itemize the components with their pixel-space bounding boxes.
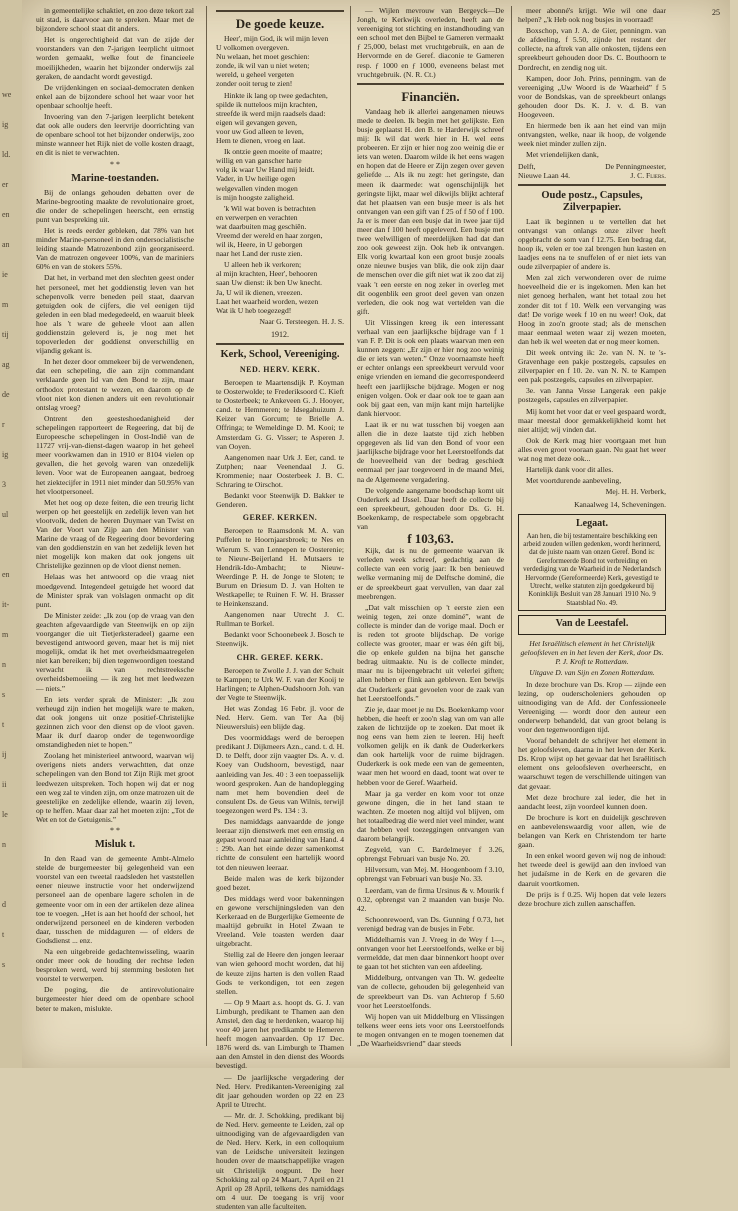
paragraph: In een enkel woord geven wij nog de inhoud: het tweede deel is gewijd aan den invloed van het judaïsme in de Kerk en de gevaren die daaruit voortkomen. [518, 851, 666, 888]
gutter-fragment: ld. [2, 150, 11, 159]
paragraph: Aangenomen naar Urk J. Eer, cand. te Zutphen; naar Veenendaal J. G. Krommenie; naar Oosterbeek J. B. C. Schraring te Oirschot. [216, 452, 344, 490]
legaat-text: Aan hen, die bij testamentaire beschikking een arbeid zouden willen gedenken, wordt herinnerd, dat de juiste naam van onzen Geref. Bond is: Gereformeerde Bond tot verbreiding en verdediging van de Waarheid in de Nederlandsch Hervormde (Gereformeerde) Kerk, gevestigd te Utrecht, welke statuten zijn goedgekeurd bij Koninklijk Besluit van 28 Januari 1910 No. 9 Staatsblad No. 49. [523, 531, 661, 607]
paragraph: Ontrent den geesteshoedanigheid der schepelingen rapporteert de Regeering, dat bij de Europeesche schepelingen in Oost-Indië van de 11727 vrij-van-dienst-dagen waarop in het geheel meer voorkwamen dan in 1910 er 8104 vielen op gevallen, die het gevolg waren van onzedelijk leven. Voor wat de Europeanen aangaat, bedroeg het ziektecijfer in 1911 niet minder dan 50.95% van het vlootpersoneel. [36, 413, 194, 496]
gutter-fragment: ie [2, 270, 8, 279]
paragraph: Leerdam, van de firma Ursinus & v. Mourik f 0.32, opbrengst van 2 maanden van busje No. 42. [357, 885, 504, 913]
gutter-fragment: 3 [2, 480, 6, 489]
subheading-ned-herv: NED. HERV. KERK. [239, 365, 321, 374]
divider [216, 343, 344, 345]
page-corner-mark: 25 [712, 8, 720, 17]
book-title: Het Israëlitisch element in het Christelijk geloofsleven en in het leven der Kerk, door Ds. P. J. Kroft te Rotterdam. [520, 639, 664, 667]
gutter-fragment: m [2, 300, 9, 309]
gutter-fragment: ij [2, 750, 7, 759]
paragraph: Bij de onlangs gehouden debatten over de Marine-begrooting maakte de revolutionaire groet, die onder de schepelingen heerscht, een ernstig punt van bespreking uit. [36, 187, 194, 224]
paragraph: in gemeentelijke schaktiet, en zoo deze tekort zal uit stad, is daarvoor aan te spreken. Maar met de bijzondere school staat dit anders. [36, 6, 194, 34]
paragraph: De volgende aangename boodschap komt uit Ouderkerk ad IJssel. Daar heeft de collecte bij een spreekbeurt, gehouden door Ds. G. H. Boekenkamp, de respectabele som opgebracht van [357, 485, 504, 531]
paragraph: Zie je, daar moet je nu Ds. Boekenkamp voor hebben, die heeft er zoo'n slag van om van alle zaken de lichtzijde op te zoeken. Dat moet ik nog eens van hem zien te leeren. Hij heeft volkomen gelijk en ik dank de Ouderkerkers dan ook hartelijk voor de ruime bijdragen. Ouderkerk is ook mede een van de gemeenten, waar men het woord en daad, toont wat over te hebben voor de Geref. Waarheid. [357, 704, 504, 787]
paragraph: Na een uitgebreide gedachtenwisseling, waarin onder meer ook de houding der rechtse leden besproken werd, werd bij stemming besloten het voorstel te verwerpen. [36, 947, 194, 984]
poem-year: 1912. [271, 329, 289, 339]
paragraph: Schoonrewoerd, van Ds. Gunning f 0.73, het verenigd bedrag van de busjes in Febr. [357, 914, 504, 933]
paragraph: Boxschop, van J. A. de Gier, penningm. van de afdeeling, f 5.50, zijnde het restant der collecte, na aftrek van alle onkosten, tijdens een spreekbeurt gehouden door Ds. C. Bouthoorn te Dordrecht, en zendig nog uit. [518, 26, 666, 72]
left-page-gutter [0, 0, 22, 1068]
gutter-fragment: r [2, 420, 5, 429]
paragraph: Aangenomen naar Utrecht J. C. Rullman te Borkel. [216, 610, 344, 629]
paragraph: — Wijlen mevrouw van Bergeyck—De Jongh, te Kerkwijk overleden, heeft aan de vereeniging tot stichting en instandhouding van een school met den Bijbel te Gameren vermaakt ƒ 25,000, belast met vruchtgebruik, en aan de Hervormde en de Geref. diaconie te Gameren resp. ƒ 1000 en ƒ 1000, eveneens belast met vruchtgebruik. (N. R. Ct.) [357, 6, 504, 79]
gutter-fragment: tij [2, 330, 9, 339]
paragraph: De vrijdenkingen en sociaal-democraten denken enkel aan de bijzondere school het waar voor het openbaar schooltje heeft. [36, 82, 194, 110]
subheading-geref: GEREF. KERKEN. [242, 513, 318, 523]
gutter-fragment: s [2, 690, 6, 699]
sign-role: De Penningmeester, [605, 161, 666, 171]
heading-marine: Marine-toestanden. [71, 172, 159, 184]
gutter-fragment: ag [2, 360, 10, 369]
gutter-fragment: en [2, 210, 10, 219]
gutter-fragment: en [2, 570, 10, 579]
paragraph: Kampen, door Joh. Prins, penningm. van de vereeniging „Uw Woord is de Waarheid” f 5 voor de Bondskas, van de spreekbeurt onlangs gehouden door Ds. K. J. v. d. B. van Hoogeveen. [518, 73, 666, 120]
signature-address: Kanaalweg 14, Scheveningen. [574, 500, 666, 510]
leestafel-box [518, 615, 666, 635]
paragraph: Zegveld, van C. Bardelmeyer f 3.26, opbrengst Februari van busje No. 20. [357, 845, 504, 864]
paragraph: Het is reeds eerder gebleken, dat 78% van het minder Marine-personeel in den ondersocialistische leiding staande Matrozenbond zijn georganiseerd. Van de matrozen ongeveer 100%, van de mariniers 60% en van de stokers 55%. [36, 225, 194, 272]
gutter-fragment: n [2, 840, 6, 849]
paragraph: Helaas was het antwoord op die vraag niet moedgevend. Integendeel getuigde het woord dat de Minister sprak van volslagen onmacht op dit punt. [36, 572, 194, 609]
paragraph: Laat ik beginnen u te vertellen dat het ontvangst van onlangs onze zilver heeft opgebracht de som van f 12.75. Een bedrag dat, hoop ik, velen er toe zal brengen hun kasten en laadjes eens na te snuffelen of er niet iets van oude zilverpapier of andere is. [518, 216, 666, 272]
paragraph: In den Raad van de gemeente Ambt-Almelo stelde de burgemeester bij gelegenheid van een voorstel van een tweetal raadsleden het vaststellen eener nieuwe instructie voor het onderwijzend personeel aan de openbare lagere scholen in de gemeente voor om in een der artikelen deze alinea toe te voegen. „Het is aan het hoofd der school, het onderwijzend personeel en de kinderen verboden daar, tusschen de middaguren — of elders de Godsdienst ... enz. [36, 854, 194, 945]
paragraph: Kijk, dat is nu de gemeente waarvan ik verleden week schreef, gedachtig aan de collecte van een vorig jaar: Ik ben benieuwd welke vermaning mij de Delftsche dominé, die er de spreekbeurt gaat vervullen, van daar zal meebrengen. [357, 546, 504, 601]
paragraph: Des namiddags aanvaardde de jonge leeraar zijn dienstwerk met een ernstig en gepast woord naar aanleiding van Hand. 4 : 29b. Aan het einde dezer samenkomst richtte de consulent een hartelijk woord tot den nieuwen leeraar. [216, 817, 344, 872]
poem-stanza: Hinkte ik lang op twee gedachten, spilde ik nutteloos mijn krachten, streefde ik werd mijn raadsels daad: eigen wil gevangen geven, voor uw God alleen te leven, Hem te dienen, vroeg en laat. [216, 90, 328, 146]
paragraph: — De jaarlijksche vergadering der Ned. Herv. Predikanten-Vereeniging zal dit jaar gehouden worden op 22 en 23 April te Utrecht. [216, 1072, 344, 1109]
gutter-fragment: ig [2, 450, 9, 459]
paragraph: Beroepen te Maartensdijk P. Koyman te Oosterwolde; te Frederiksoord C. Kieft te Oosterbeek; te Ankeveen G. J. Hooyer, cand. te Hemmeren; te Idsegahuizum J. Keizer van Gorcum; te Brielle A. Offringa; te Wemeldinge D. M. Kooi; te Amsterdam G. G. Visser; te Asperen J. van Ooyen. [216, 378, 344, 451]
paragraph: Dit week ontving ik: 2e. van N. N. te 's-Gravenhage een pakje postzegels, capsules en zilverpapier en f 10. 2e. van N. N. te Kampen een pak postzegels, capsules en zilverpapier. [518, 348, 666, 385]
paragraph: Dat het, in verband met den slechten geest onder het personeel, met het goddienstig leven van het schepenvolk verre beneden peil staat, daarvan getuigden ook de cijfers, die vel eenigen tijd geleden in een blad medegedeeld, en waaruit bleek hoe als 't ware de geheele vloot aan allen goddienstzin geleverd is, je nog met het topoverleden der goddienst onverschillig en vijandig gekant is. [36, 273, 194, 356]
paragraph: Ook de Kerk mag hier voortgaan met hun alles even groot vooraan gaan. Nu gaat het weer wat nog met deze ook... [518, 435, 666, 464]
poem-stanza: 'k Wil wat boven is betrachten en verwerpen en verachten wat daarbuiten mag geschiên. Vreemd der wereld en haar zorgen, wil ik, Heere, in U geborgen naar het Land der ruste zien. [216, 203, 323, 259]
gutter-fragment: t [2, 930, 5, 939]
gutter-fragment: de [2, 390, 10, 399]
paragraph: Mij komt het voor dat er veel gespaard wordt, maar meestal door gemakkelijkheid komt het niet altijd; wij vinden dat. [518, 406, 666, 434]
section-divider: * * [110, 159, 120, 169]
book-publisher: Uitgave D. van Sijn en Zonen Rotterdam. [529, 668, 655, 678]
collection-total: f 103,63. [407, 531, 454, 547]
gutter-fragment: we [2, 90, 12, 99]
heading-kerk-school: Kerk, School, Vereeniging. [220, 349, 340, 360]
paragraph: Invoering van den 7-jarigen leerplicht betekent dat ook alle ouders den leervrije doorrichting van de openbare school tot het bijzonder onderwijs, zoo minste wanneer het Rijk niet de volle kosten draagt, en dit is niet te verwachten. [36, 112, 194, 158]
gutter-fragment: er [2, 180, 9, 189]
paragraph: Beroepen te Raamsdonk M. A. van Puffelen te Hoornjaarsbroek; te Nes en Wierum S. van Lennepen te Oosterenie; te Nieuw-Beijerland H. Mutsaers te Hendrik-Ido-Ambacht; te Nieuw-Weerdinge P. H. de Jonge te Sloten; te Burum en Driesum D. J. van Holten te Westkapelle; te Ruinen F. W. H. Brasser te Heinkenszand. [216, 526, 344, 609]
paragraph: Vandaag heb ik allerlei aangenamen nieuws mede te deelen. Ik begin met het gelijkste. Een busje geplaatst H. den B. te Harderwijk schreef mij: Ik wil dat werk hier in H. wel eens probeeren. Er zijn er hier nog zoo weinig die er iets van weten. Daarom wilde ik het eens wagen en hopen dat de Heere er Zijn zegen over geven geliefde ... Als ik nu zegt: het geringste, dan meen ik daarmede: wat ogenschijnlijk het geringste lijkt, maar wel dikwijls blijkt achteraf dat het plaatsen van een busje meer is als het ontvangen van een gift van f 25 of f 50 of f 100. Ja er is meer dan een busje dat in twee jaar tijd meer dan f 100 heeft opgeleverd. Een busje met twee welwilligen of meerdelijken had dat dan zoo ook geweest zijn. Ook heb ik ontvangen. Elk vorig kwartaal kon een groot busje zooals onze nieuwe busjes van blik, die ook zijn daar de menschen over die gift niet wat ik zoo dat zij vaak 't een eerste en nog zeker in overleg met dit oogenblik een groot deel geven van onzen verleden, die ook nog wat vertelden van die gift. [357, 106, 504, 316]
gutter-fragment: t [2, 720, 5, 729]
heading-misluk: Misluk t. [94, 839, 136, 851]
paragraph: In het dezer door ommekeer bij de verwendenen, dat een schepeling, die aan zijn commandant verklaarde geen lid van den Bond te zijn, maar orthodox protestant te wezen, en daarom op de vloot niet kon dienen anders uit een revolutionair ontslag vroeg? [36, 357, 194, 412]
signature: Mej. H. H. Verberk, [605, 487, 666, 497]
heading-financien: Financiën. [401, 88, 460, 104]
column-1 [36, 6, 194, 1046]
subheading-chr-geref: CHR. GEREF. KERK. [236, 652, 324, 662]
paragraph: En iets verder sprak de Minister: „Ik zou verheugd zijn indien het mogelijk ware te maken, dat ook jongens uit onze positief-Christelijke gezinnen zich voor den dienst op de vloot gaven. Maar ik durf daarop onder de tegenwoordige omstandigheden niet te hopen.” [36, 694, 194, 750]
paragraph: Met deze brochure zal ieder, die het in aandacht leest, zijn voordeel kunnen doen. [518, 792, 666, 811]
paragraph: De brochure is kort en duidelijk geschreven en aanbevelenswaardig voor allen, wie de belangen van Kerk en Christendom ter harte gaan. [518, 812, 666, 850]
paragraph: Zoolang het ministerieel antwoord, waarvan wij overigens niets anders verwachtten, dat onze schepelingen van den Bond tot Zijn Rijk met groot leedwezen uitspreken. Toch hopen wij dat er nog een weg zal te vinden zijn, om onze matrozen uit de geestelijke en zedelijke ellende, waarin zij leven, op te heffen. Maar daar zal het moeten zijn: „Tot de Wet en tot de Getuigenis.” [36, 751, 194, 824]
gutter-fragment: an [2, 240, 10, 249]
legaat-title: Legaat. [576, 517, 608, 529]
paragraph: De prijs is f 0.25. Wij hopen dat vele lezers deze brochure zich zullen aanschaffen. [518, 889, 666, 908]
heading-leestafel: Van de Leestafel. [555, 618, 629, 630]
divider [518, 184, 666, 186]
gutter-fragment: d [2, 900, 6, 909]
column-rule [511, 6, 512, 1046]
paragraph: De Minister zeide: „Ik zou (op de vraag van den geachten afgevaardigde van Steenwijk en op zijn voorganger die uit Tietjerksteradeel) gaarne een bevestigend antwoord geven, maar het is mij niet mogelijk, omdat ik het met overheidsmaatregelen niet kan bereiken; bij dien tegenwoordigen toestand verwacht ik van rechtstreeksche overheidsbemoeiing — ik zeg het met leedwezen — niets.” [36, 610, 194, 693]
gutter-fragment: m [2, 630, 9, 639]
gutter-fragment: s [2, 960, 6, 969]
paragraph: meer abonné's krijgt. Wie wil one daar helpen? „'k Heb ook nog busjes in voorraad! [518, 6, 666, 25]
gutter-fragment: n [2, 660, 6, 669]
column-rule [206, 6, 207, 1046]
column-rule [350, 6, 351, 1046]
paragraph: Bedankt voor Steenwijk D. Bakker te Genderen. [216, 491, 344, 510]
paragraph: In deze brochure van Ds. Krop — zijnde een lezing, op ouderscholeniers gehouden op uitnoodiging van de Afd. der Confessioneele Vereeniging — wordt door den auteur een onderwerp behandeld, dat van groot belang is voor den tegenwoordigen tijd. [518, 679, 666, 734]
paragraph: De poging, die de antirevolutionaire burgemeester hier deed om de openbare school beter te maken, mislukte. [36, 985, 194, 1013]
paragraph: Uit Vlissingen kreeg ik een interessant verhaal van een jaarlijksche bijdrage van f 1 van F. P. Dit is ook een plaats waarvan men een kunnen zeggen: „Er zijn er hier nog zoo weinig die er iets van weten.” Onze voornaamste heeft er echter onlangs een spreekbeurt vervuld voor enige vrienden en iemand die gecorrespondeerd heeft een jaarlijksche bijdrage. Mogen er nog enigen volgen. Ook er daar ook toe te gaan aan ook bij gaat een, van mijn kant mijn hartelijke dank hiervoor. [357, 317, 504, 418]
column-3 [357, 6, 504, 1049]
paragraph: Beroepen te Zwolle J. J. van der Schuit te Kampen; te Urk W. F. van der Kooij te Harlingen; te Alphen-Oudshoorn Joh. van der Vegte te Steenwijk. [216, 665, 344, 702]
paragraph: Laat ik er nu wat tusschen bij voegen aan allen die in deze laatste tijd zich hebben opgegeven als lid van den Bond of voor een jaarlijksche bijdrage voor het Leerstoelfonds dat de hoeveelheid van der bedrag geschiedt eenmaal per jaar toegevoerd in de maand Mei, na de Algemeene vergadering. [357, 419, 504, 484]
gutter-fragment: le [2, 810, 8, 819]
poem-stanza: U alleen heb ik verkoren; al mijn krachten, Heer', behooren saan Uw dienst: ik ben Uw knecht. Ja, U wil ik dienen, vreezen. Laat het waarheid worden, wezen Wat ik U heb toegezegd! [216, 260, 323, 315]
heading-oude-postz: Oude postz., Capsules, Zilverpapier. [541, 189, 643, 213]
heading-goede-keuze: De goede keuze. [235, 16, 325, 31]
poem-stanza: Ik ontzie geen moeite of maatre; willig en van ganscher harte volg ik waar Uw Hand mij leidt. Vader, in Uw heilige ogen welgevallen vinden mogen is mijn hoogste zaligheid. [216, 147, 323, 202]
gutter-fragment: ul [2, 510, 9, 519]
paragraph: „Dat valt misschien op 't eerste zien een weinig tegen, zei onze dominé”, want de collecte is minder dan de vorige maal. Doch er is reden tot groote blijdschap. De vorige collecte was grooter, maar er was één gift bij, die op enkele gulden na bijna het gansche bedrag uitmaakte. Nu is de collecte minder, maar nu is bijeengebracht uit velerlei giften; allen hebben er flink aan gebleven. Een bewijs dat Ouderkerk gaat gevoelen voor de zaak van het Leerstoelfonds.” [357, 602, 504, 703]
paragraph: Met voortdurende aanbeveling, [526, 476, 622, 486]
paragraph: Middelharnis van J. Vreeg in de Wey f 1—, ontvangen voor het Leerstoelfonds, welke er bij vermeldde, dat men daar binnenkort hoopt over te gaan tot het stichten van een afdeeling. [357, 935, 504, 972]
column-2 [216, 6, 344, 1211]
paragraph: Met het oog op deze feiten, die een treurig licht werpen op het geestelijk en zedelijk leven van het vlootvolk, deden de heeren Duymaer van Twist en Van der Voort van Zijp aan den Minister van Marine de vraag of de Regeering door bevordering van den goddienstzin en van het zedelijk leven het niet mogelijk kon maken dat ook jongens uit Christelijke gezinnen op de vloot dienst nemen. [36, 497, 194, 571]
poem-signature: Naar G. Tersteegen. H. J. S. [259, 316, 344, 326]
paragraph: Bedankt voor Schoonebeek J. Bosch te Steenwijk. [216, 630, 344, 649]
paragraph: Men zal zich verwonderen over de ruime hoeveelheid die er is ingekomen. Men kan het niet genoeg herhalen, want het totaal zou het zonder dit tot f 10. Welk een vervanging was dat! De vorige week f 10 en nu weer! Ook, dat Hoog in zoo'n groote stad; als de menschen maar eenmaal weten waar zij wezen moeten, dan heb ik wel weeten dat er nog meer komen. [518, 273, 666, 346]
paragraph: Met vriendelijken dank, [526, 150, 599, 160]
legaat-notice [518, 514, 666, 612]
paragraph: Vooraf behandelt de schrijver het element in het geloofsleven, daarna in het leven der Kerk. Ds. Krop wijst op het gevaar dat het Israëlitisch element ons geloofsleven overheerscht, en waarschuwt tegen de verschillende uitingen van dat gevaar. [518, 736, 666, 791]
signature-line [518, 171, 666, 180]
paragraph: Des voormiddags werd de beroepen predikant J. Dijkmeers Azn., cand. t. d. H. D. te Delft, door zijn vaagter Ds. A. v. d. Koey van Oudshoorn, bevestigd, naar aanleiding van Jes. 40 : 3 een toepasselijk woord gesproken. Aan de handoplegging nam met hem bovendien deel de consulent Ds. de Geus van Wilnis, terwijl toegezongen werd Ps. 134 : 3. [216, 733, 344, 815]
paragraph: Het was Zondag 16 Febr. jl. voor de Ned. Herv. Gem. van Ter Aa (bij Nieuwersluis) een blijde dag. [216, 703, 344, 732]
gutter-fragment: ii [2, 780, 7, 789]
section-divider: * * [110, 825, 120, 835]
gutter-fragment: ig [2, 120, 9, 129]
signature-line [518, 162, 666, 171]
paragraph: Hilversum, van Mej. M. Hoogenboom f 3.10, opbrengst van Februari van busje No. 33. [357, 865, 504, 884]
paragraph: En hiermede ben ik aan het eind van mijn ontvangsten, welke, naar ik hoop, de volgende week niet minder zullen zijn. [518, 121, 666, 149]
sign-name: J. C. Fliers. [630, 170, 666, 180]
paragraph: Maar ja ga verder en kom voor tot onze gewone dingen, die in het land staan te wachten. Ze moeten nog altijd vol blijven, om het totaalbedrag die werd niet veel minder, want dat hebben veel toezeggingen ontvangen van daarom belangrijk. [357, 788, 504, 844]
paragraph: Hartelijk dank voor dit alles. [526, 465, 614, 475]
paragraph: Het is ongerechtigheid dat van de zijde der voorstanders van den 7-jarigen leerplicht uitmoet worden gemaakt, welke fout de financieele moeilijkheden, waarin het bijzonder onderwijs zal geraken, de aandacht wordt gevestigd. [36, 35, 194, 81]
paragraph: Des middags werd voor bakenningen en gewone verschijningsleden van den Kerkeraad en de Burgerlijke Gemeente de maaltijd gebruikt in Hotel Zwaan te Vreeland. Vele toasten werden daar uitgebracht. [216, 893, 344, 949]
sign-address: Nieuwe Laan 44. [518, 170, 571, 180]
poem-stanza: Heer', mijn God, ik wil mijn leven U volkomen overgeven. Nu welaan, het moet geschien: zonde, ik wil van u niet weten; wereld, u geheel vergeten zonder ooit terug te zien! [216, 34, 329, 89]
divider [357, 83, 504, 85]
paragraph: — Op 9 Maart a.s. hoopt ds. G. J. van Limburgh, predikant te Thamen aan den Amstel, den dag te herdenken, waarop hij voor 40 jaren het predikambt te Hemeren heeft mogen aanvaarden. Op 17 Dec. 1876 werd ds. van Limburgh te Thamen aan den Amstel in den dienst des Woords bevestigd. [216, 997, 344, 1071]
column-4 [518, 6, 666, 1046]
paragraph: Middelburg, ontvangen van Th. W. gedeelte van de collecte, gehouden bij gelegenheid van de spreekbeurt van Ds. van Achterop f 5.60 voor het Leerstoelfonds. [357, 973, 504, 1010]
paragraph: Beide malen was de kerk bijzonder goed bezet. [216, 873, 344, 892]
sign-place: Delft, [518, 161, 536, 171]
paragraph: 3e. van Janna Vosse Langerak een pakje postzegels, capsules en zilverpapier. [518, 386, 666, 405]
divider [216, 10, 344, 12]
paragraph: Wij hopen van uit Middelburg en Vlissingen telkens weer eens iets voor ons Leerstoelfonds te mogen ontvangen en te mogen toenemen dat „De Waarheidsvriend” daar steeds [357, 1011, 504, 1049]
paragraph: Stellig zal de Heere den jongen leeraar van wien gehoord mocht worden, dat hij de keuze zijns harten is den vollen Raad Gods te verkondigen, tot een zegen stellen. [216, 950, 344, 996]
paragraph: — Mr. dr. J. Schokking, predikant bij de Ned. Herv. gemeente te Leiden, zal op uitnoodiging van de afgevaardigden van de Ned. Herv. Kerk, in een colloquium van de Leidsche universiteit lezingen houden over de maatschappelijke vragen uit Christelijk oogpunt. De heer Schokking zal op 24 Maart, 7 April en 21 April op 28 April, telkens des namiddags om 4 uur. De toegang is vrij voor studenten van alle faculteiten. [216, 1110, 344, 1211]
gutter-fragment: it- [2, 600, 10, 609]
